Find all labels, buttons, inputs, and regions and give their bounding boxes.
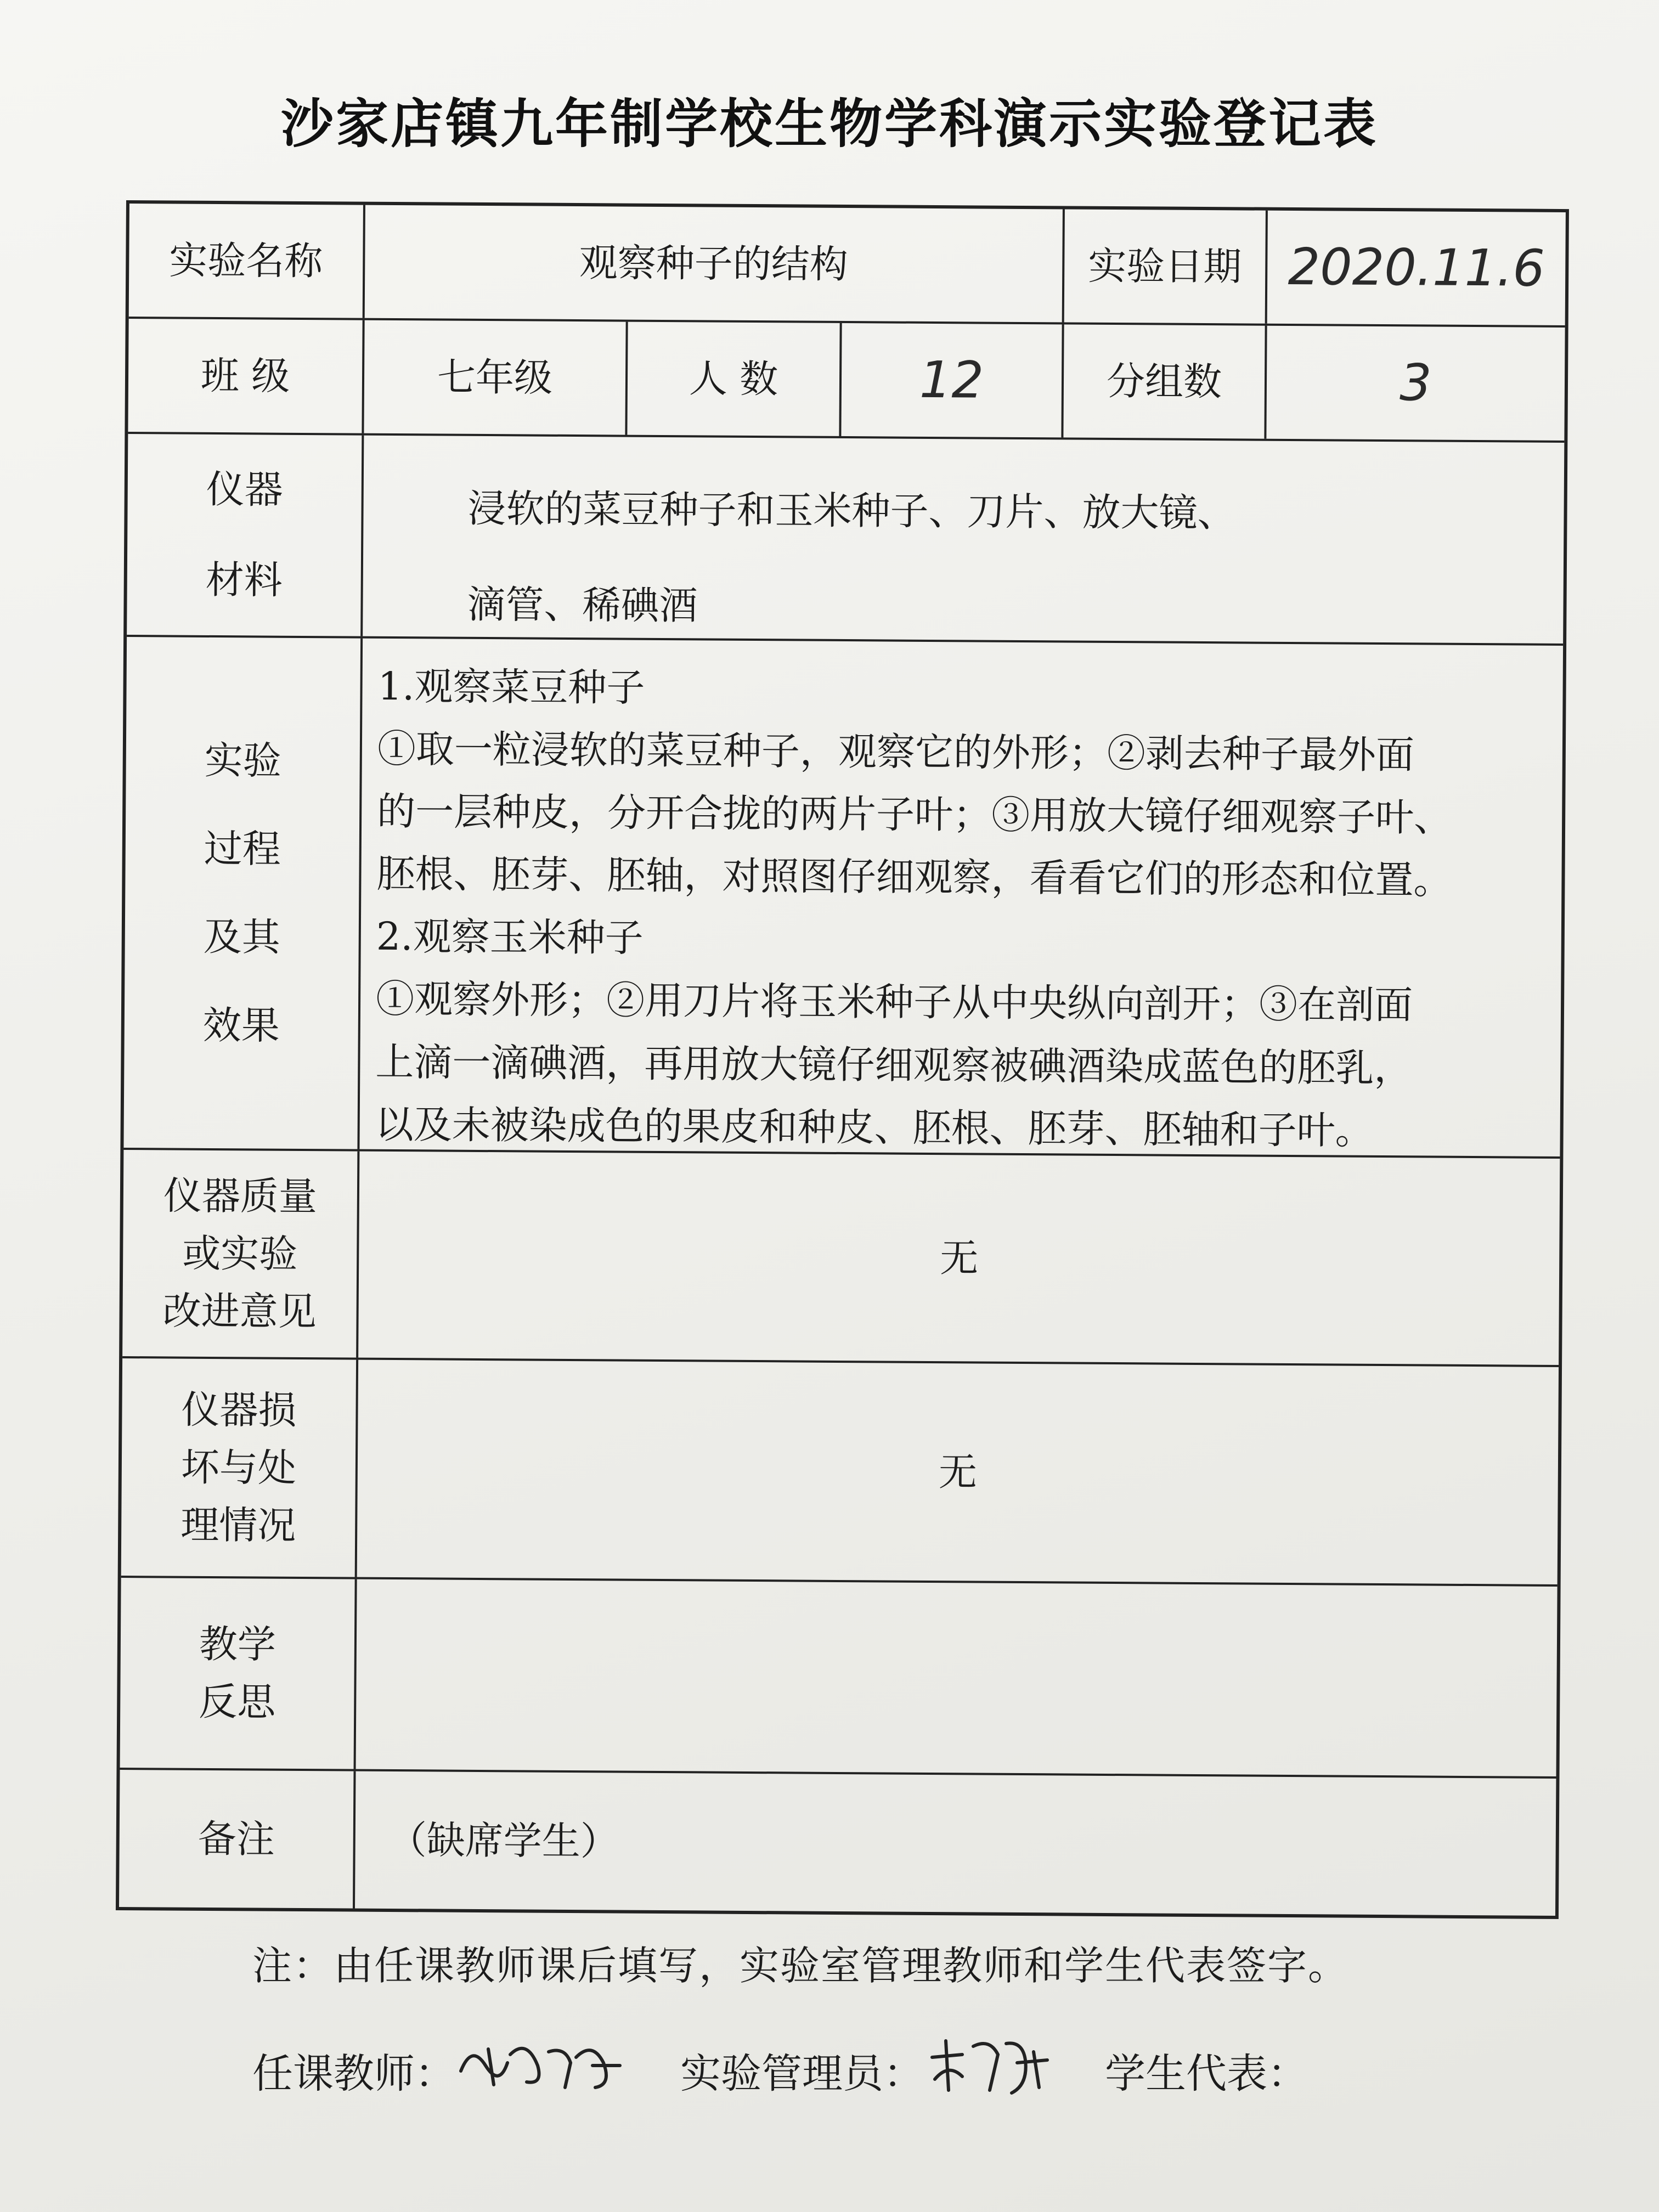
remarks-value: （缺席学生） xyxy=(388,1817,619,1864)
row-reflection xyxy=(120,1578,1558,1779)
admin-signature xyxy=(924,2030,1056,2111)
damage-label xyxy=(121,1358,358,1577)
student-count-value: 12 xyxy=(841,323,1064,437)
process-line-2: ①取一粒浸软的菜豆种子，观察它的外形；②剥去种子最外面 xyxy=(377,726,1415,778)
damage-value: 无 xyxy=(938,1449,978,1495)
process-value xyxy=(359,639,1563,1156)
process-line-8: 以及未被染成色的果皮和种皮、胚根、胚芽、胚轴和子叶。 xyxy=(375,1102,1374,1153)
process-line-5: 2.观察玉米种子 xyxy=(376,914,644,961)
student-label: 学生代表： xyxy=(1105,2050,1308,2097)
process-line-1: 1.观察菜豆种子 xyxy=(377,663,645,710)
form-title: 沙家店镇九年制学校生物学科演示实验登记表 xyxy=(281,93,1378,155)
quality-label-line-3: 改进意见 xyxy=(162,1288,317,1334)
reflection-value xyxy=(356,1579,1558,1776)
materials-line-1: 浸软的菜豆种子和玉米种子、刀片、放大镜、 xyxy=(467,486,1236,536)
materials-label-line-1: 仪器 xyxy=(206,466,284,512)
damage-label-line-1: 仪器损 xyxy=(181,1387,297,1433)
student-count-label: 人 数 xyxy=(627,322,842,436)
row-damage xyxy=(121,1358,1559,1587)
footnote: 注：由任课教师课后填写，实验室管理教师和学生代表签字。 xyxy=(252,1943,1349,1989)
materials-label-line-2: 材料 xyxy=(205,557,283,603)
process-line-4: 胚根、胚芽、胚轴，对照图仔细观察，看看它们的形态和位置。 xyxy=(376,851,1452,904)
class-label: 班 级 xyxy=(128,319,364,433)
process-label-line-3: 及其 xyxy=(203,914,281,960)
row-experiment-name xyxy=(129,204,1566,328)
experiment-name-label: 实验名称 xyxy=(129,204,365,318)
teacher-label: 任课教师： xyxy=(252,2050,455,2097)
row-materials xyxy=(127,434,1564,646)
signature-row xyxy=(252,2030,1569,2111)
admin-label: 实验管理员： xyxy=(680,2050,924,2097)
process-label-line-4: 效果 xyxy=(202,1002,280,1048)
process-label-line-2: 过程 xyxy=(204,826,281,872)
materials-line-2: 滴管、稀碘酒 xyxy=(467,582,698,629)
quality-label-line-2: 或实验 xyxy=(182,1231,298,1277)
row-class-info xyxy=(128,319,1565,443)
row-remarks xyxy=(119,1770,1556,1916)
class-value: 七年级 xyxy=(364,320,628,435)
damage-label-line-3: 理情况 xyxy=(180,1502,296,1548)
process-line-7: 上滴一滴碘酒，再用放大镜仔细观察被碘酒染成蓝色的胚乳， xyxy=(375,1039,1413,1091)
process-line-3: 的一层种皮，分开合拢的两片子叶；③用放大镜仔细观察子叶、 xyxy=(376,789,1453,840)
process-line-6: ①观察外形；②用刀片将玉米种子从中央纵向剖开；③在剖面 xyxy=(375,977,1413,1028)
quality-label-line-1: 仪器质量 xyxy=(163,1172,318,1219)
group-count-value: 3 xyxy=(1399,353,1432,413)
damage-label-line-2: 坏与处 xyxy=(180,1444,297,1491)
materials-label xyxy=(127,434,364,636)
process-label-line-1: 实验 xyxy=(204,737,282,783)
quality-label xyxy=(122,1150,359,1358)
teacher-signature xyxy=(455,2033,631,2108)
experiment-date-value: 2020.11.6 xyxy=(1288,237,1545,298)
reflection-label xyxy=(120,1578,357,1769)
group-count-label: 分组数 xyxy=(1063,324,1267,438)
registration-form xyxy=(116,200,1569,1919)
process-label xyxy=(123,637,363,1149)
materials-value xyxy=(363,436,1564,644)
row-quality xyxy=(122,1150,1560,1367)
row-process xyxy=(123,637,1563,1159)
reflection-label-line-2: 反思 xyxy=(199,1679,276,1725)
experiment-date-label: 实验日期 xyxy=(1064,209,1268,323)
reflection-label-line-1: 教学 xyxy=(199,1621,276,1667)
quality-value: 无 xyxy=(939,1235,979,1281)
remarks-label: 备注 xyxy=(119,1770,356,1909)
experiment-name-value: 观察种子的结构 xyxy=(365,205,1065,323)
